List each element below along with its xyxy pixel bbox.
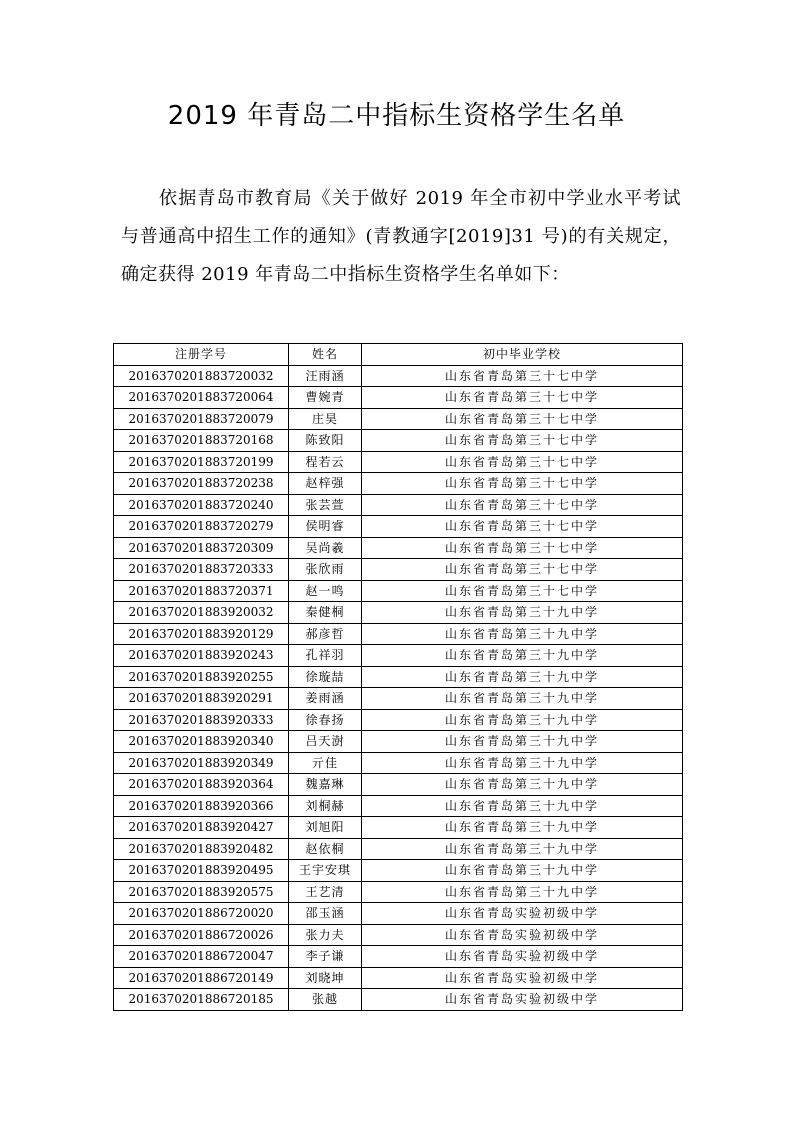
student-name-cell: 魏嘉琳 <box>289 774 362 796</box>
student-name-cell: 徐春扬 <box>289 709 362 731</box>
student-id-cell: 2016370201883920129 <box>114 623 289 645</box>
table-row <box>114 602 683 624</box>
table-row <box>114 989 683 1011</box>
table-row <box>114 580 683 602</box>
table-body <box>114 365 683 1010</box>
student-id-cell: 2016370201883720240 <box>114 494 289 516</box>
student-id-cell: 2016370201886720026 <box>114 924 289 946</box>
student-id-cell: 2016370201883720371 <box>114 580 289 602</box>
school-cell: 山东省青岛实验初级中学 <box>362 989 683 1011</box>
header-student-id: 注册学号 <box>114 344 289 366</box>
table-row <box>114 731 683 753</box>
student-id-cell: 2016370201883720064 <box>114 387 289 409</box>
page-title: 2019 年青岛二中指标生资格学生名单 <box>167 101 626 131</box>
table-row <box>114 666 683 688</box>
header-school: 初中毕业学校 <box>362 344 683 366</box>
student-id-cell: 2016370201886720185 <box>114 989 289 1011</box>
student-id-cell: 2016370201883720279 <box>114 516 289 538</box>
student-id-cell: 2016370201883720199 <box>114 451 289 473</box>
student-name-cell: 徐璇喆 <box>289 666 362 688</box>
table-row <box>114 645 683 667</box>
school-cell: 山东省青岛第三十七中学 <box>362 451 683 473</box>
table-row <box>114 387 683 409</box>
student-name-cell: 张越 <box>289 989 362 1011</box>
school-cell: 山东省青岛实验初级中学 <box>362 967 683 989</box>
school-cell: 山东省青岛第三十七中学 <box>362 580 683 602</box>
student-name-cell: 侯明睿 <box>289 516 362 538</box>
student-list-table-wrapper <box>113 343 682 1011</box>
student-name-cell: 赵梓强 <box>289 473 362 495</box>
table-row <box>114 451 683 473</box>
student-name-cell: 曹婉青 <box>289 387 362 409</box>
table-row <box>114 860 683 882</box>
student-name-cell: 陈致阳 <box>289 430 362 452</box>
table-row <box>114 430 683 452</box>
student-id-cell: 2016370201883720238 <box>114 473 289 495</box>
student-id-cell: 2016370201883920366 <box>114 795 289 817</box>
table-row <box>114 473 683 495</box>
table-row <box>114 967 683 989</box>
student-name-cell: 刘旭阳 <box>289 817 362 839</box>
student-id-cell: 2016370201883720309 <box>114 537 289 559</box>
school-cell: 山东省青岛第三十九中学 <box>362 838 683 860</box>
school-cell: 山东省青岛第三十九中学 <box>362 709 683 731</box>
student-id-cell: 2016370201883920255 <box>114 666 289 688</box>
student-id-cell: 2016370201883720168 <box>114 430 289 452</box>
student-name-cell: 王艺清 <box>289 881 362 903</box>
student-id-cell: 2016370201883920291 <box>114 688 289 710</box>
school-cell: 山东省青岛第三十九中学 <box>362 774 683 796</box>
school-cell: 山东省青岛第三十七中学 <box>362 537 683 559</box>
table-row <box>114 623 683 645</box>
table-row <box>114 537 683 559</box>
student-id-cell: 2016370201883920349 <box>114 752 289 774</box>
student-name-cell: 刘晓坤 <box>289 967 362 989</box>
student-id-cell: 2016370201883920032 <box>114 602 289 624</box>
table-row <box>114 365 683 387</box>
student-name-cell: 赵依桐 <box>289 838 362 860</box>
school-cell: 山东省青岛第三十七中学 <box>362 408 683 430</box>
school-cell: 山东省青岛实验初级中学 <box>362 903 683 925</box>
school-cell: 山东省青岛第三十七中学 <box>362 494 683 516</box>
student-name-cell: 张力夫 <box>289 924 362 946</box>
table-row <box>114 559 683 581</box>
header-name: 姓名 <box>289 344 362 366</box>
school-cell: 山东省青岛第三十九中学 <box>362 817 683 839</box>
table-row <box>114 752 683 774</box>
student-name-cell: 庄昊 <box>289 408 362 430</box>
student-name-cell: 吴尚羲 <box>289 537 362 559</box>
school-cell: 山东省青岛第三十九中学 <box>362 602 683 624</box>
student-id-cell: 2016370201886720149 <box>114 967 289 989</box>
school-cell: 山东省青岛第三十七中学 <box>362 473 683 495</box>
student-id-cell: 2016370201883920243 <box>114 645 289 667</box>
table-row <box>114 903 683 925</box>
school-cell: 山东省青岛第三十七中学 <box>362 430 683 452</box>
school-cell: 山东省青岛第三十九中学 <box>362 645 683 667</box>
student-name-cell: 李子谦 <box>289 946 362 968</box>
school-cell: 山东省青岛第三十九中学 <box>362 731 683 753</box>
table-header-row <box>114 344 683 366</box>
table-row <box>114 838 683 860</box>
student-name-cell: 孔祥羽 <box>289 645 362 667</box>
student-name-cell: 张欣雨 <box>289 559 362 581</box>
table-row <box>114 795 683 817</box>
student-name-cell: 郝彦哲 <box>289 623 362 645</box>
table-row <box>114 494 683 516</box>
student-id-cell: 2016370201883720079 <box>114 408 289 430</box>
student-id-cell: 2016370201883920575 <box>114 881 289 903</box>
school-cell: 山东省青岛第三十九中学 <box>362 666 683 688</box>
student-id-cell: 2016370201886720047 <box>114 946 289 968</box>
table-row <box>114 774 683 796</box>
table-row <box>114 817 683 839</box>
student-name-cell: 程若云 <box>289 451 362 473</box>
intro-paragraph: 依据青岛市教育局《关于做好 2019 年全市初中学业水平考试与普通高中招生工作的通知》(青教通字[2019]31 号)的有关规定，确定获得 2019 年青岛二中指标生资格学生名单如下： <box>121 188 681 285</box>
student-name-cell: 吕天澍 <box>289 731 362 753</box>
student-name-cell: 姜雨涵 <box>289 688 362 710</box>
school-cell: 山东省青岛第三十九中学 <box>362 860 683 882</box>
table-row <box>114 924 683 946</box>
student-name-cell: 汪雨涵 <box>289 365 362 387</box>
school-cell: 山东省青岛实验初级中学 <box>362 924 683 946</box>
school-cell: 山东省青岛第三十九中学 <box>362 688 683 710</box>
table-row <box>114 408 683 430</box>
school-cell: 山东省青岛第三十七中学 <box>362 365 683 387</box>
student-id-cell: 2016370201883920364 <box>114 774 289 796</box>
school-cell: 山东省青岛第三十七中学 <box>362 559 683 581</box>
school-cell: 山东省青岛第三十九中学 <box>362 752 683 774</box>
student-name-cell: 邵玉涵 <box>289 903 362 925</box>
table-row <box>114 516 683 538</box>
student-name-cell: 张芸萱 <box>289 494 362 516</box>
student-id-cell: 2016370201883920482 <box>114 838 289 860</box>
table-row <box>114 881 683 903</box>
student-list-table <box>113 343 683 1011</box>
student-id-cell: 2016370201883920340 <box>114 731 289 753</box>
student-name-cell: 王宇安琪 <box>289 860 362 882</box>
school-cell: 山东省青岛第三十九中学 <box>362 881 683 903</box>
school-cell: 山东省青岛第三十七中学 <box>362 516 683 538</box>
student-name-cell: 亓佳 <box>289 752 362 774</box>
table-row <box>114 946 683 968</box>
school-cell: 山东省青岛第三十九中学 <box>362 795 683 817</box>
student-id-cell: 2016370201883920427 <box>114 817 289 839</box>
student-id-cell: 2016370201886720020 <box>114 903 289 925</box>
school-cell: 山东省青岛第三十七中学 <box>362 387 683 409</box>
table-row <box>114 688 683 710</box>
student-name-cell: 秦健桐 <box>289 602 362 624</box>
student-name-cell: 刘桐赫 <box>289 795 362 817</box>
student-id-cell: 2016370201883720032 <box>114 365 289 387</box>
school-cell: 山东省青岛实验初级中学 <box>362 946 683 968</box>
student-id-cell: 2016370201883920333 <box>114 709 289 731</box>
school-cell: 山东省青岛第三十九中学 <box>362 623 683 645</box>
student-name-cell: 赵一鸣 <box>289 580 362 602</box>
student-id-cell: 2016370201883920495 <box>114 860 289 882</box>
student-id-cell: 2016370201883720333 <box>114 559 289 581</box>
table-row <box>114 709 683 731</box>
